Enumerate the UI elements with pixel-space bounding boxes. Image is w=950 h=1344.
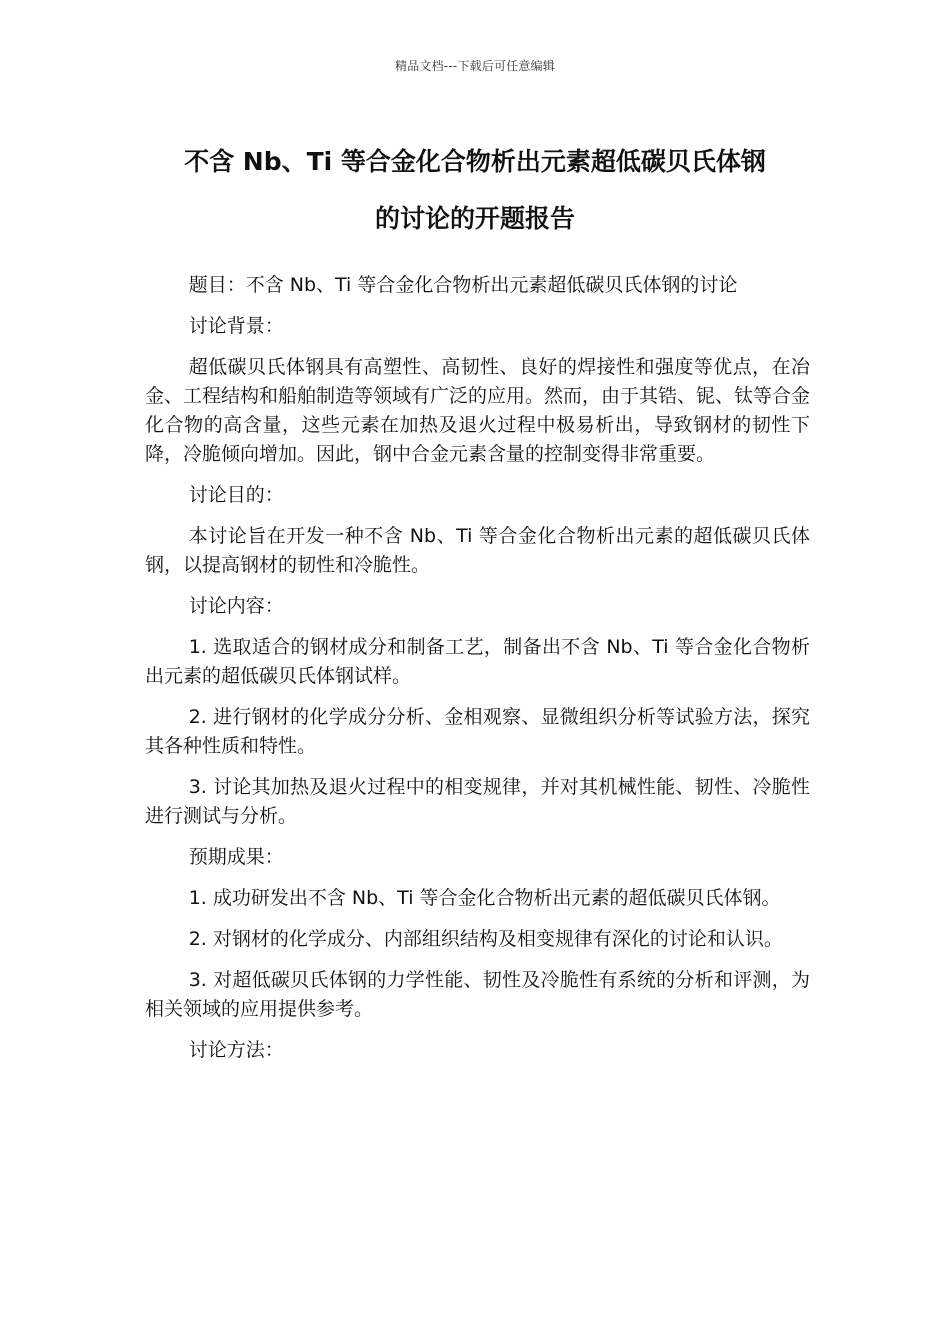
background-paragraph: 超低碳贝氏体钢具有高塑性、高韧性、良好的焊接性和强度等优点，在冶金、工程结构和船舶制造等领域有广泛的应用。然而，由于其锆、铌、钛等合金化合物的高含量，这些元素在加热及退火过程中极易析出，导致钢材的韧性下降，冷脆倾向增加。因此，钢中合金元素含量的控制变得非常重要。 (145, 356, 811, 465)
title-line-1: 不含 Nb、Ti 等合金化合物析出元素超低碳贝氏体钢 (184, 147, 766, 176)
background-label: 讨论背景： (188, 315, 284, 337)
results-label: 预期成果： (188, 846, 284, 868)
results-item: 3. 对超低碳贝氏体钢的力学性能、韧性及冷脆性有系统的分析和评测，为相关领域的应用提供参考。 (145, 969, 810, 1020)
topic-paragraph: 题目：不含 Nb、Ti 等合金化合物析出元素超低碳贝氏体钢的讨论 (188, 274, 738, 296)
content-item: 1. 选取适合的钢材成分和制备工艺，制备出不含 Nb、Ti 等合金化合物析出元素的超低碳贝氏体钢试样。 (145, 636, 810, 687)
title-line-2: 的讨论的开题报告 (374, 204, 575, 233)
content-label: 讨论内容： (188, 595, 284, 617)
purpose-paragraph: 本讨论旨在开发一种不含 Nb、Ti 等合金化合物析出元素的超低碳贝氏体钢，以提高钢材的韧性和冷脆性。 (145, 525, 810, 576)
document-title (140, 133, 810, 247)
purpose-label: 讨论目的： (188, 484, 284, 506)
content-item: 2. 进行钢材的化学成分分析、金相观察、显微组织分析等试验方法，探究其各种性质和特性。 (145, 706, 810, 757)
results-item: 1. 成功研发出不含 Nb、Ti 等合金化合物析出元素的超低碳贝氏体钢。 (188, 887, 781, 909)
results-item: 2. 对钢材的化学成分、内部组织结构及相变规律有深化的讨论和认识。 (188, 928, 783, 950)
method-label: 讨论方法： (188, 1039, 284, 1061)
document-body (145, 271, 810, 1077)
content-item: 3. 讨论其加热及退火过程中的相变规律，并对其机械性能、韧性、冷脆性进行测试与分析。 (145, 776, 810, 827)
header-note: 精品文档---下载后可任意编辑 (395, 59, 555, 73)
